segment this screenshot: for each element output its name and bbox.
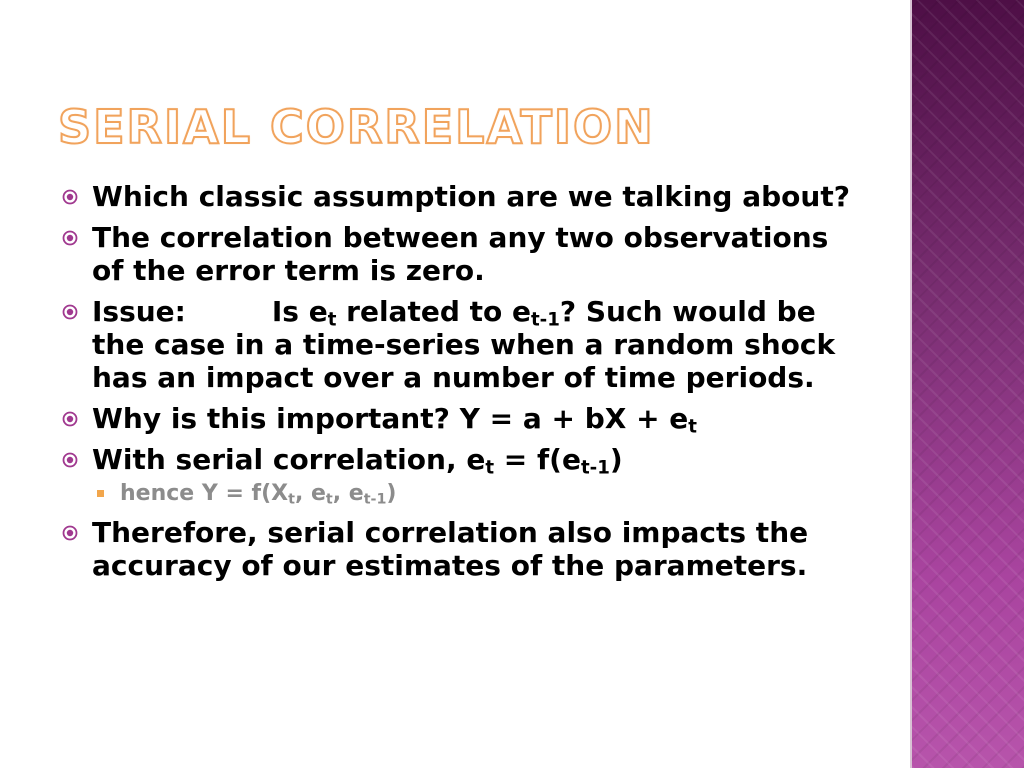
issue-text-suffix: ? Such would be the case in a time-series when a random shock has an impact over a number of time periods. [92,295,836,394]
square-bullet-icon [97,490,104,497]
sub-bullet-item [62,480,862,508]
subscript: t [485,457,495,479]
bullet-item [62,295,862,394]
bullet-list [62,180,862,590]
subscript: t [327,309,337,331]
subscript: t-1 [363,491,387,508]
subscript: t [288,491,295,508]
bullet-text-suffix: ) [609,443,623,476]
issue-label: Issue: [92,295,186,328]
subscript: t-1 [580,457,610,479]
bullet-text-mid: = f(e [494,443,581,476]
side-band-edge [910,0,912,768]
bullet-text: Therefore, serial correlation also impacts the accuracy of our estimates of the parameters. [92,516,809,582]
bullet-text-prefix: With serial correlation, e [92,443,486,476]
sub-text-mid: , e [332,481,364,506]
bullet-item [62,443,862,479]
sub-text-mid: , e [294,481,326,506]
subscript: t [688,416,697,438]
circled-dot-bullet-icon [62,304,78,320]
decorative-side-band [912,0,1024,768]
issue-text-mid: related to e [336,295,531,328]
subscript: t [325,491,333,508]
bullet-text: The correlation between any two observations of the error term is zero. [92,221,829,287]
bullet-item [62,402,862,438]
circled-dot-bullet-icon [62,189,78,205]
bullet-text: Which classic assumption are we talking about? [92,180,850,213]
circled-dot-bullet-icon [62,230,78,246]
slide-title: SERIAL CORRELATION [58,100,655,154]
bullet-item [62,516,862,582]
sub-text-prefix: hence Y = f(X [120,481,289,506]
circled-dot-bullet-icon [62,452,78,468]
bullet-item [62,221,862,287]
issue-text-prefix: Is e [271,295,328,328]
bullet-item [62,180,862,213]
subscript: t-1 [530,309,560,331]
sub-text-suffix: ) [386,481,397,506]
bullet-text: Why is this important? Y = a + bX + e [92,402,689,435]
circled-dot-bullet-icon [62,525,78,541]
circled-dot-bullet-icon [62,411,78,427]
